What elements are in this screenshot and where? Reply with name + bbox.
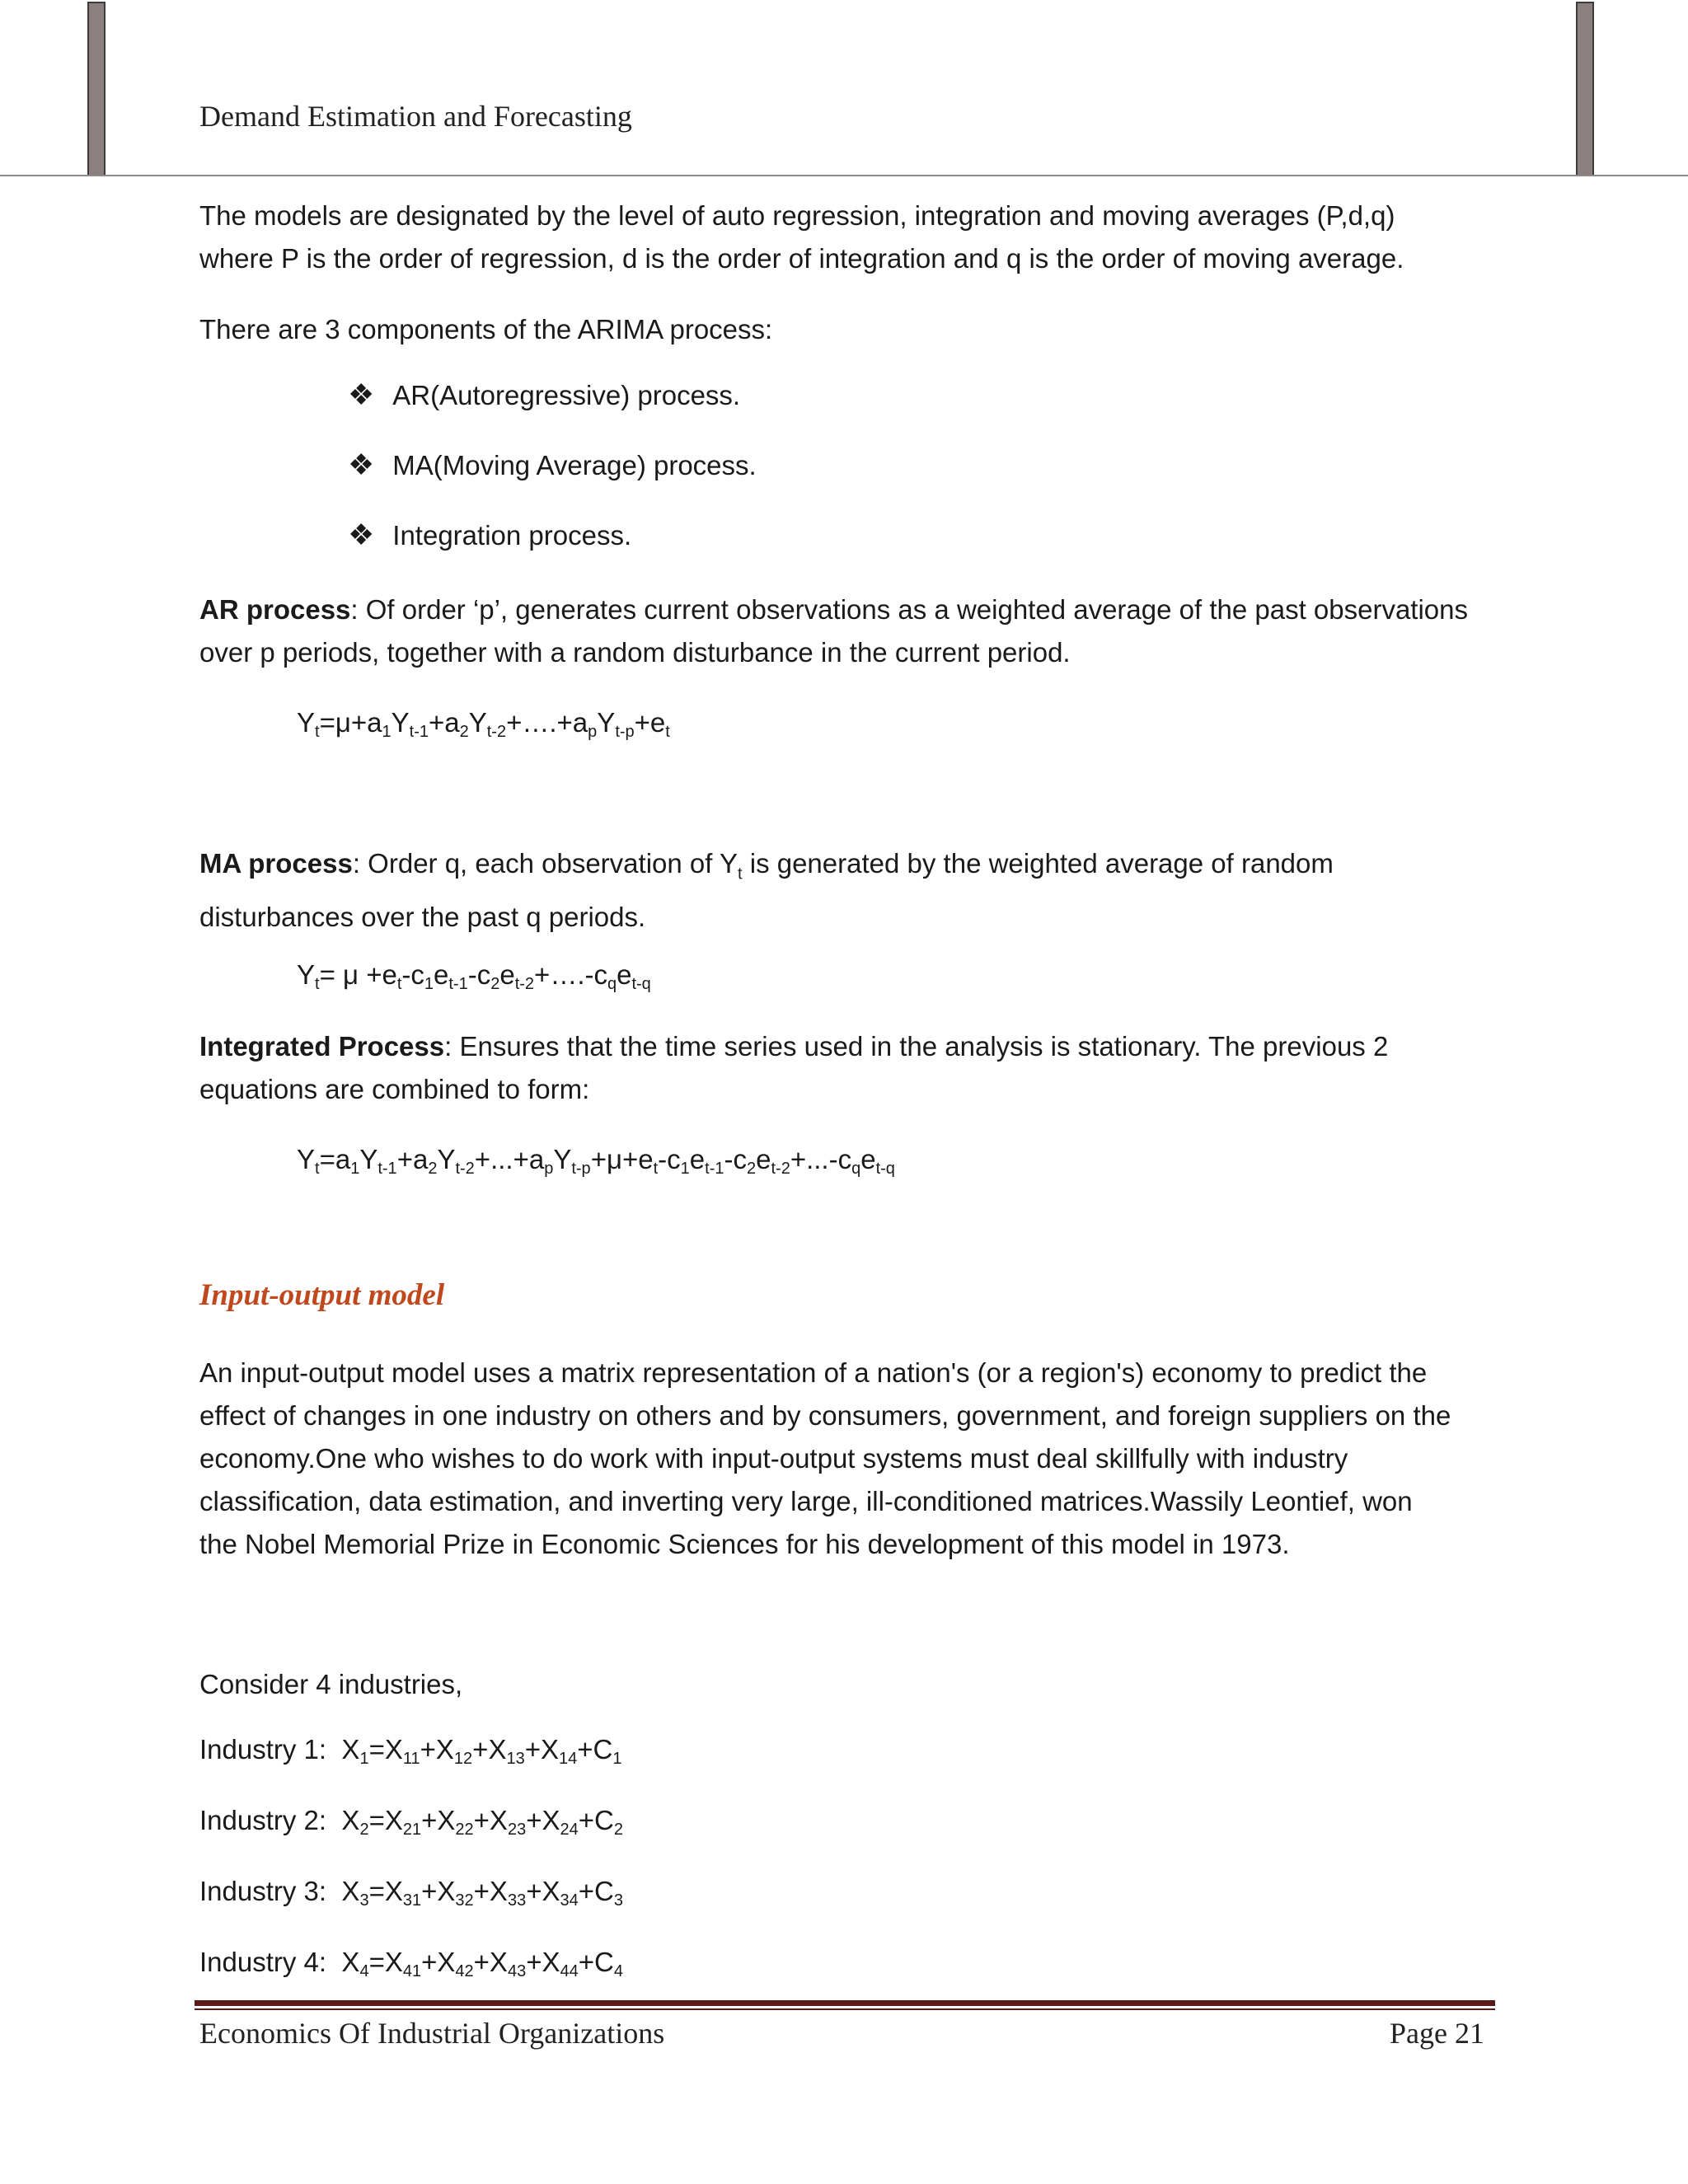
integrated-term: Integrated Process [199,1031,445,1062]
ma-line-2: disturbances over the past q periods. [199,901,646,932]
intro-paragraph [199,194,1518,280]
ar-line-1: AR process: Of order ‘p’, generates current observations as a weighted average of the past observations [199,594,1469,625]
ma-term: MA process [199,848,353,879]
ar-line-2: over p periods, together with a random disturbance in the current period. [199,637,1071,668]
io-line: An input-output model uses a matrix representation of a nation's (or a region's) economy to predict the [199,1357,1428,1388]
industry-4-equation: Industry 4: $X_4=X_{41}+X_{42}+X_{43}+X_{44}+C_4$ [199,1947,623,1980]
ar-term: AR process [199,594,351,625]
header-right-bar [1576,2,1594,176]
io-paragraph [199,1352,1535,1566]
ar-paragraph [199,588,1518,674]
io-line: the Nobel Memorial Prize in Economic Sciences for his development of this model in 1973. [199,1529,1290,1559]
diamond-bullet-icon: ❖ [348,518,375,551]
header-rule [0,175,1688,176]
ar-equation: $Y_t=\mu+a_1Y_{t-1}+a_2Y_{t-2}+\dots.+a_pY_{t-p}+e_t$ [297,707,670,741]
integrated-line-1: Integrated Process: Ensures that the time series used in the analysis is stationary. The previous 2 [199,1031,1389,1062]
ma-paragraph [199,842,1518,939]
io-line: effect of changes in one industry on others and by consumers, government, and foreign suppliers on the [199,1400,1451,1431]
footer-title: Economics Of Industrial Organizations [199,2017,665,2050]
bullet-text: MA(Moving Average) process. [392,450,757,480]
industry-1-equation: Industry 1: $X_1=X_{11}+X_{12}+X_{13}+X_{14}+C_1$ [199,1734,622,1768]
integrated-paragraph [199,1025,1518,1111]
io-line: classification, data estimation, and inverting very large, ill-conditioned matrices.Wassily Leontief, won [199,1486,1413,1516]
header-title: Demand Estimation and Forecasting [199,100,632,133]
industry-3-equation: Industry 3: $X_3=X_{31}+X_{32}+X_{33}+X_{34}+C_3$ [199,1876,623,1910]
section-title-input-output: Input-output model [199,1278,445,1312]
bullet-text: AR(Autoregressive) process. [392,380,741,410]
bullet-item-ar [348,377,740,412]
page-number: Page 21 [1390,2017,1484,2050]
ma-equation: $Y_t= \mu$ $+e_t-c_1e_{t-1}-c_2e_{t-2}+\dots.-c_qe_{t-q}$ [297,959,651,993]
bullet-item-ma [348,448,757,482]
industry-2-equation: Industry 2: $X_2=X_{21}+X_{22}+X_{23}+X_{24}+C_2$ [199,1805,623,1839]
footer-rule-thin [195,2008,1495,2010]
intro-line-1: The models are designated by the level of auto regression, integration and moving averages (P,d,q) [199,200,1395,231]
footer-rule [195,2000,1495,2006]
combined-equation: $Y_t=a_1Y_{t-1}+a_2Y_{t-2}+...+a_pY_{t-p}+\mu+e_t-c_1e_{t-1}-c_2e_{t-2}+...-c_qe_{t-q}$ [297,1144,895,1178]
components-lead: There are 3 components of the ARIMA process: [199,314,773,344]
ma-line-1: MA process: Order q, each observation of $Y_t$ is generated by the weighted average of random [199,848,1334,883]
bullet-item-integration [348,518,631,552]
bullet-text: Integration process. [392,520,632,551]
header-left-bar [87,2,106,176]
diamond-bullet-icon: ❖ [348,448,375,481]
integrated-line-2: equations are combined to form: [199,1074,590,1104]
intro-line-2: where P is the order of regression, d is the order of integration and q is the order of moving average. [199,243,1404,274]
io-line: economy.One who wishes to do work with input-output systems must deal skillfully with industry [199,1443,1348,1474]
diamond-bullet-icon: ❖ [348,377,375,411]
consider-text: Consider 4 industries, [199,1669,463,1699]
